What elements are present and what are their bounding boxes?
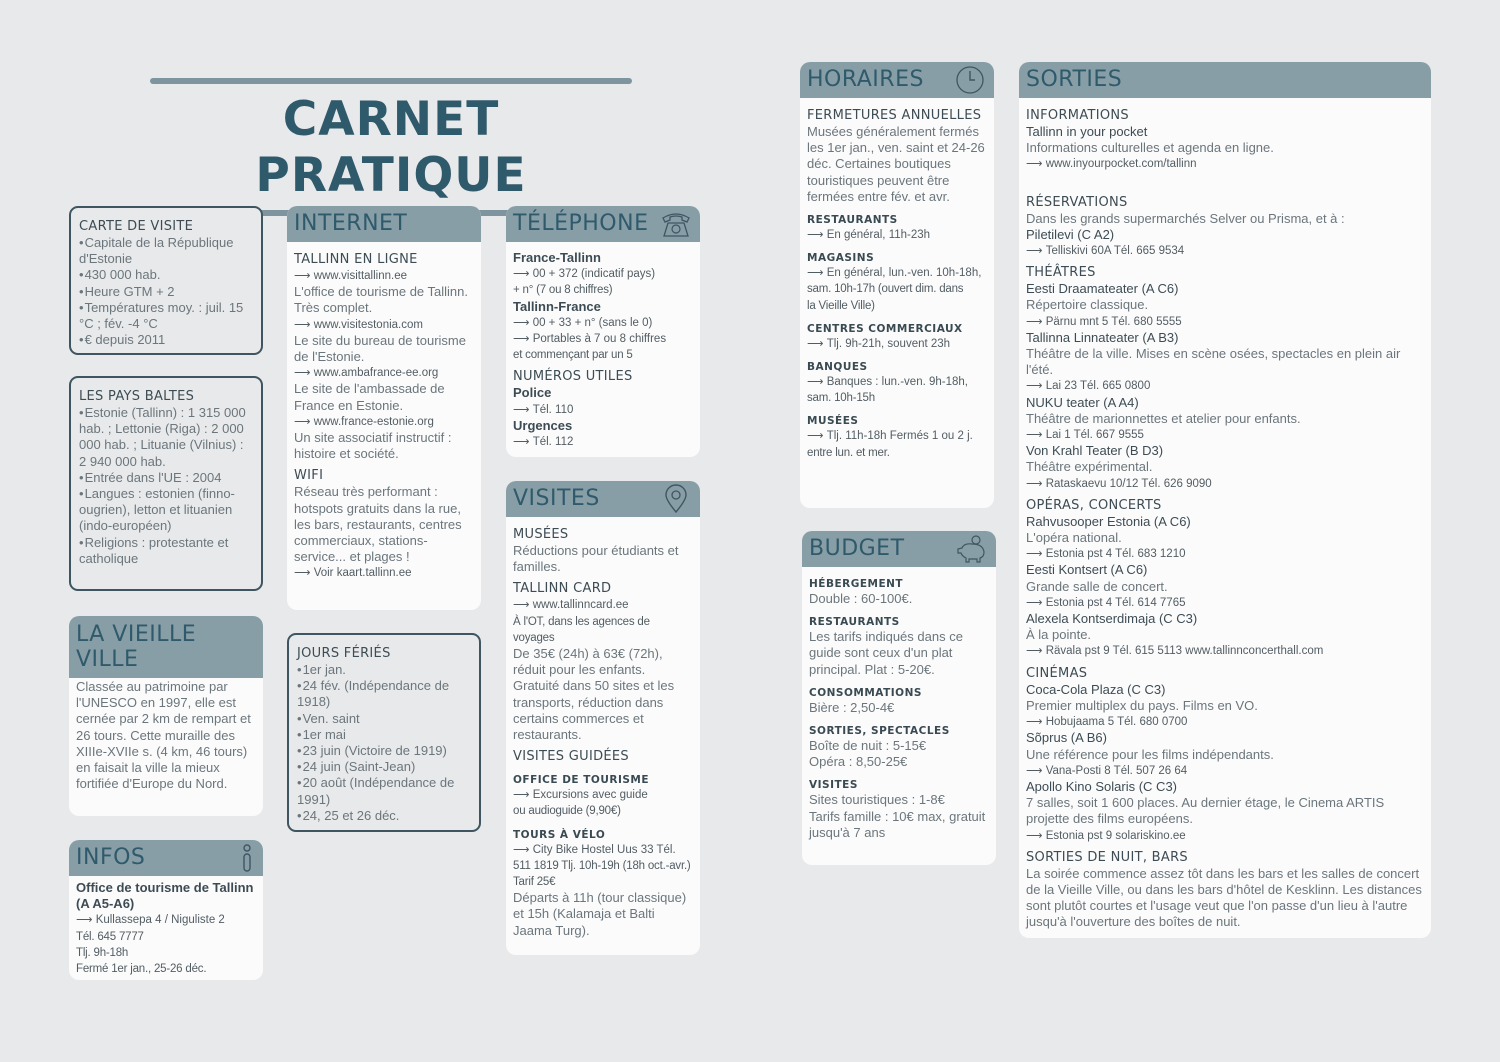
venue-name: Piletilevi (C A2) xyxy=(1026,226,1115,242)
link-visittallinn[interactable]: ⟶ www.visittallinn.ee xyxy=(294,268,474,284)
link-france-estonie[interactable]: ⟶ www.france-estonie.org xyxy=(294,414,474,430)
urgences-tel: ⟶ Tél. 112 xyxy=(513,434,693,450)
police-label: Police xyxy=(513,385,552,401)
link-description: Le site du bureau de tourisme de l'Estonie. xyxy=(294,332,466,365)
piggy-bank-icon xyxy=(956,534,988,564)
horaires-section-label: MAGASINS xyxy=(807,252,875,265)
infos-address: ⟶ Kullassepa 4 / Niguliste 2 xyxy=(76,912,256,928)
horaires-line: ⟶ Banques : lun.-ven. 9h-18h, xyxy=(807,374,987,390)
informations-heading: INFORMATIONS xyxy=(1026,108,1129,123)
info-icon xyxy=(223,843,255,873)
office-tourisme-heading: OFFICE DE TOURISME xyxy=(513,774,650,787)
infos-heading: INFOS xyxy=(76,845,146,870)
internet-header xyxy=(287,206,481,242)
list-item: • 23 juin (Victoire de 1919) xyxy=(297,743,471,759)
page-title: CARNET PRATIQUE xyxy=(255,92,527,203)
horaires-section-label: BANQUES xyxy=(807,361,868,374)
venue-address: ⟶ Lai 23 Tél. 665 0800 xyxy=(1026,378,1424,394)
telephone-card xyxy=(506,206,700,457)
venue-name: Tallinna Linnateater (A B3) xyxy=(1026,329,1179,345)
budget-text: Bière : 2,50-4€ xyxy=(809,699,895,715)
dial-info: + n° (7 ou 8 chiffres) xyxy=(513,284,613,297)
horaires-line: ⟶ Tlj. 9h-21h, souvent 23h xyxy=(807,336,987,352)
venue-description: Premier multiplex du pays. Films en VO. xyxy=(1026,697,1258,713)
office-tourisme-text2: ou audioguide (9,90€) xyxy=(513,805,621,818)
list-item: • 20 août (Indépendance de 1991) xyxy=(297,775,471,807)
reservations-heading: RÉSERVATIONS xyxy=(1026,194,1128,210)
telephone-header xyxy=(506,206,700,242)
dial-info: et commençant par un 5 xyxy=(513,349,633,362)
venue-name: Sõprus (A B6) xyxy=(1026,730,1107,746)
vieille-ville-text: Classée au patrimoine par l'UNESCO en 1997, elle est cernée par 2 km de rempart et 26 tours. Cette muraille des XIIIe-XVIIe s. (4 km, 46 tours) en faisait la ville la mieux fortifiée d'Europe du Nord. xyxy=(76,679,251,792)
list-item: • 1er mai xyxy=(297,727,471,743)
tallinn-card-where: À l'OT, dans les agences de voyages xyxy=(513,615,650,644)
budget-text: Opéra : 8,50-25€ xyxy=(809,754,908,770)
list-item: • 24 juin (Saint-Jean) xyxy=(297,759,471,775)
clock-icon xyxy=(954,65,986,95)
visites-card xyxy=(506,481,700,955)
horaires-section-label: RESTAURANTS xyxy=(807,214,898,227)
budget-text: Les tarifs indiqués dans ce guide sont ceux d'un plat principal. Plat : 5-20€. xyxy=(809,629,963,677)
visites-guidees-heading: VISITES GUIDÉES xyxy=(513,749,629,765)
list-item: • 24, 25 et 26 déc. xyxy=(297,808,471,824)
venue-name: NUKU teater (A A4) xyxy=(1026,394,1139,410)
fermetures-heading: FERMETURES ANNUELLES xyxy=(807,108,982,123)
tallinn-card-text: De 35€ (24h) à 63€ (72h), réduit pour les enfants. Gratuité dans 50 sites et les transports, réduction dans certains commerces et restaurants. xyxy=(513,646,675,743)
venue-name: Alexela Kontserdimaja (C C3) xyxy=(1026,611,1198,627)
budget-section-label: VISITES xyxy=(809,779,858,792)
horaires-section-label: MUSÉES xyxy=(807,415,859,428)
horaires-line: sam. 10h-15h xyxy=(807,392,875,405)
budget-section-label: RESTAURANTS xyxy=(809,616,900,629)
musees-text: Réductions pour étudiants et familles. xyxy=(513,543,679,575)
list-item: • 24 fév. (Indépendance de 1918) xyxy=(297,678,471,710)
venue-description: Théâtre de marionnettes et atelier pour enfants. xyxy=(1026,410,1301,426)
police-tel: ⟶ Tél. 110 xyxy=(513,402,693,418)
horaires-heading: HORAIRES xyxy=(807,67,924,92)
dial-info: ⟶ Portables à 7 ou 8 chiffres xyxy=(513,331,693,347)
carte-de-visite-heading: CARTE DE VISITE xyxy=(79,219,194,234)
horaires-section-label: CENTRES COMMERCIAUX xyxy=(807,322,963,335)
venue-name: Eesti Kontsert (A C6) xyxy=(1026,562,1148,578)
venue-address: ⟶ Lai 1 Tél. 667 9555 xyxy=(1026,427,1424,443)
link-inyourpocket[interactable]: ⟶ www.inyourpocket.com/tallinn xyxy=(1026,156,1424,172)
reservations-text: Dans les grands supermarchés Selver ou Prisma, et à : xyxy=(1026,210,1345,226)
telephone-icon xyxy=(660,209,692,239)
dial-info: ⟶ 00 + 33 + n° (sans le 0) xyxy=(513,315,693,331)
budget-section-label: SORTIES, SPECTACLES xyxy=(809,725,950,738)
link-ambafrance[interactable]: ⟶ www.ambafrance-ee.org xyxy=(294,365,474,381)
horaires-line: sam. 10h-17h (ouvert dim. dans xyxy=(807,283,964,296)
list-item: • Capitale de la République d'Estonie xyxy=(79,235,253,267)
office-tourisme-text: ⟶ Excursions avec guide xyxy=(513,787,693,803)
pays-baltes-heading: LES PAYS BALTES xyxy=(79,389,195,404)
infos-closed: Fermé 1er jan., 25-26 déc. xyxy=(76,963,207,976)
venue-address: ⟶ Pärnu mnt 5 Tél. 680 5555 xyxy=(1026,314,1424,330)
velo-info: 511 1819 Tlj. 10h-19h (18h oct.-avr.) xyxy=(513,859,691,872)
urgences-label: Urgences xyxy=(513,417,573,433)
budget-text: Boîte de nuit : 5-15€ xyxy=(809,738,927,754)
list-item: • € depuis 2011 xyxy=(79,332,253,348)
link-tallinncard[interactable]: ⟶ www.tallinncard.ee xyxy=(513,597,693,613)
infos-office: Office de tourisme de Tallinn (A A5-A6) xyxy=(76,880,254,912)
location-pin-icon xyxy=(660,484,692,514)
venue-name: Von Krahl Teater (B D3) xyxy=(1026,443,1164,459)
theatres-heading: THÉÂTRES xyxy=(1026,265,1096,281)
budget-section-label: CONSOMMATIONS xyxy=(809,686,922,699)
link-description: Un site associatif instructif : histoire et société. xyxy=(294,430,452,462)
infos-header xyxy=(69,840,263,876)
budget-header xyxy=(802,531,996,567)
vieille-ville-heading: LA VIEILLE VILLE xyxy=(76,622,197,672)
carte-de-visite-box xyxy=(69,206,263,355)
pays-baltes-box xyxy=(69,376,263,591)
internet-card xyxy=(287,206,481,610)
venue-description: L'opéra national. xyxy=(1026,530,1122,546)
venue-description: Répertoire classique. xyxy=(1026,297,1149,313)
budget-text: Double : 60-100€. xyxy=(809,591,913,606)
vieille-ville-card xyxy=(69,616,263,816)
venue-description: Théâtre de la ville. Mises en scène osées, spectacles en plein air l'été. xyxy=(1026,346,1401,378)
list-item: • Religions : protestante et catholique xyxy=(79,535,253,567)
sorties-card xyxy=(1019,62,1431,938)
venue-description: Grande salle de concert. xyxy=(1026,578,1168,594)
venue-address[interactable]: ⟶ Rävala pst 9 Tél. 615 5113 www.tallinnconcerthall.com xyxy=(1026,643,1424,659)
france-tallinn-label: France-Tallinn xyxy=(513,250,601,265)
horaires-line: entre lun. et mer. xyxy=(807,446,890,459)
list-item: • Températures moy. : juil. 15 °C ; fév. -4 °C xyxy=(79,300,253,332)
sorties-heading: SORTIES xyxy=(1026,67,1123,92)
venue-name: Apollo Kino Solaris (C C3) xyxy=(1026,778,1178,794)
budget-section-label: HÉBERGEMENT xyxy=(809,578,904,590)
venue-name: Eesti Draamateater (A C6) xyxy=(1026,281,1179,297)
infos-hours: Tlj. 9h-18h xyxy=(76,946,129,959)
jours-feries-heading: JOURS FÉRIÉS xyxy=(297,646,391,661)
sorties-nuit-heading: SORTIES DE NUIT, BARS xyxy=(1026,849,1188,865)
venue-description: 7 salles, soit 1 600 places. Au dernier étage, le Cinema ARTIS projette des films européens. xyxy=(1026,795,1385,827)
link-visitestonia[interactable]: ⟶ www.visitestonia.com xyxy=(294,317,474,333)
telephone-heading: TÉLÉPHONE xyxy=(513,211,649,236)
infos-card xyxy=(69,840,263,980)
link-kaart[interactable]: ⟶ Voir kaart.tallinn.ee xyxy=(294,565,474,581)
horaires-line: la Vieille Ville) xyxy=(807,299,875,312)
list-item: • Estonie (Tallinn) : 1 315 000 hab. ; Lettonie (Riga) : 2 000 000 hab. ; Lituanie (Vilnius) : 2 940 000 hab. xyxy=(79,405,253,470)
link-description: Le site de l'ambassade de France en Estonie. xyxy=(294,381,445,413)
budget-text: Sites touristiques : 1-8€ xyxy=(809,792,945,808)
venue-description: Théâtre expérimental. xyxy=(1026,459,1153,475)
list-item: • Langues : estonien (finno-ougrien), letton et lituanien (indo-européen) xyxy=(79,486,253,535)
internet-sub-tallinn: TALLINN EN LIGNE xyxy=(294,252,418,267)
venue-address: ⟶ Vana-Posti 8 Tél. 507 26 64 xyxy=(1026,763,1424,779)
venue-address: ⟶ Rataskaevu 10/12 Tél. 626 9090 xyxy=(1026,476,1424,492)
velo-text: Départs à 11h (tour classique) et 15h (Kalamaja et Balti Jaama Turg). xyxy=(513,890,687,938)
tours-velo-heading: TOURS À VÉLO xyxy=(513,828,606,841)
list-item: • Entrée dans l'UE : 2004 xyxy=(79,470,253,486)
horaires-line: ⟶ Tlj. 11h-18h Fermés 1 ou 2 j. xyxy=(807,428,987,444)
venue-name: Rahvusooper Estonia (A C6) xyxy=(1026,513,1191,529)
budget-text: Tarifs famille : 10€ max, gratuit jusqu'à 7 ans xyxy=(809,808,986,840)
horaires-line: ⟶ En général, 11h-23h xyxy=(807,227,987,243)
fermetures-text: Musées généralement fermés les 1er jan., ven. saint et 24-26 déc. Certaines boutiques touristiques peuvent être fermées entre fév. et avr. xyxy=(807,124,985,204)
venue-address: ⟶ Hobujaama 5 Tél. 680 0700 xyxy=(1026,714,1424,730)
sorties-header xyxy=(1019,62,1431,98)
venue-name: Coca-Cola Plaza (C C3) xyxy=(1026,681,1166,697)
venue-address: ⟶ Telliskivi 60A Tél. 665 9534 xyxy=(1026,243,1424,259)
list-item: • 430 000 hab. xyxy=(79,267,253,283)
venue-description: À la pointe. xyxy=(1026,627,1092,643)
list-item: • Heure GTM + 2 xyxy=(79,284,253,300)
info-text: Informations culturelles et agenda en ligne. xyxy=(1026,140,1274,156)
venue-address: ⟶ Estonia pst 4 Tél. 614 7765 xyxy=(1026,595,1424,611)
operas-heading: OPÉRAS, CONCERTS xyxy=(1026,497,1162,513)
horaires-header xyxy=(800,62,994,98)
wifi-text: Réseau très performant : hotspots gratuits dans la rue, les bars, restaurants, centres commerciaux, stations-service... et plages ! xyxy=(294,484,462,565)
jours-feries-box xyxy=(287,633,481,832)
budget-heading: BUDGET xyxy=(809,536,905,561)
infos-tel: Tél. 645 7777 xyxy=(76,930,144,943)
tallinn-france-label: Tallinn-France xyxy=(513,298,601,314)
vieille-ville-header xyxy=(69,616,263,678)
venue-description: Une référence pour les films indépendants. xyxy=(1026,746,1274,762)
venue-address[interactable]: ⟶ Estonia pst 9 solariskino.ee xyxy=(1026,828,1424,844)
tallinn-card-heading: TALLINN CARD xyxy=(513,581,612,597)
visites-header xyxy=(506,481,700,517)
budget-card xyxy=(802,531,996,865)
velo-info: Tarif 25€ xyxy=(513,876,556,889)
dial-info: ⟶ 00 + 372 (indicatif pays) xyxy=(513,266,693,282)
visites-heading: VISITES xyxy=(513,486,600,511)
list-item: • 1er jan. xyxy=(297,662,471,678)
venue-address: ⟶ Estonia pst 4 Tél. 683 1210 xyxy=(1026,546,1424,562)
info-name: Tallinn in your pocket xyxy=(1026,124,1148,139)
page-title-block xyxy=(150,78,632,216)
list-item: • Ven. saint xyxy=(297,711,471,727)
internet-heading: INTERNET xyxy=(294,211,408,236)
horaires-line: ⟶ En général, lun.-ven. 10h-18h, xyxy=(807,265,987,281)
musees-heading: MUSÉES xyxy=(513,527,569,542)
sorties-nuit-text: La soirée commence assez tôt dans les bars et les salles de concert de la Vieille Ville, ou dans les bars d'hôtel de Kesklinn. Les distances sont plutôt courtes et l'usage veut que l'on passe d'un lieu à l'autre jusqu'à l'ouverture des boîtes de nuit. xyxy=(1026,865,1422,930)
internet-sub-wifi: WIFI xyxy=(294,468,324,484)
velo-info: ⟶ City Bike Hostel Uus 33 Tél. xyxy=(513,842,693,858)
numeros-utiles-heading: NUMÉROS UTILES xyxy=(513,369,633,385)
horaires-card xyxy=(800,62,994,508)
link-description: L'office de tourisme de Tallinn. Très complet. xyxy=(294,284,468,316)
cinemas-heading: CINÉMAS xyxy=(1026,665,1088,681)
